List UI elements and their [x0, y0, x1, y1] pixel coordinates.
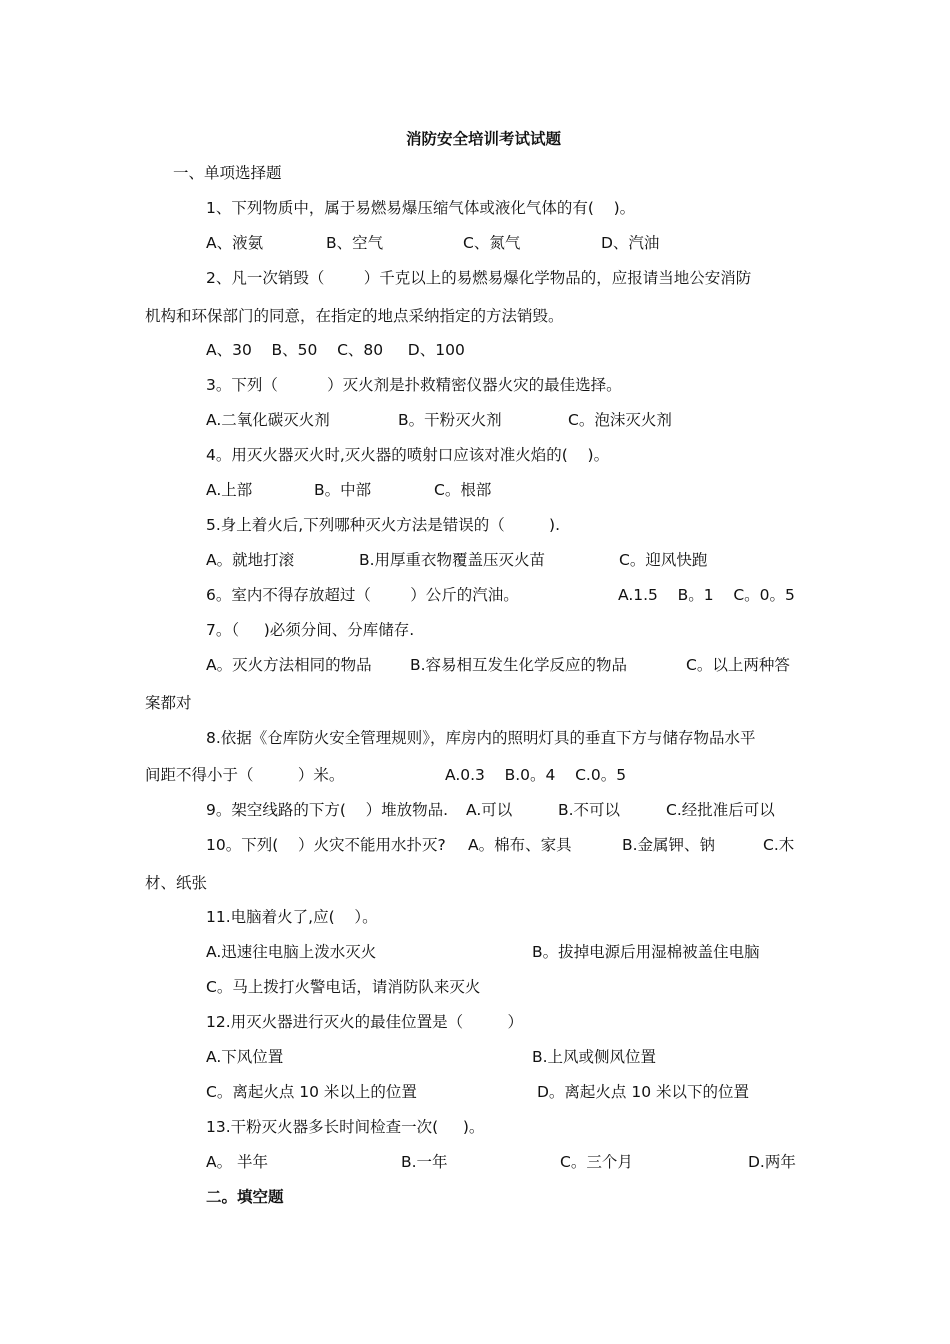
question-4-option-a: A.上部: [206, 481, 253, 499]
question-9-option-a: A.可以: [466, 801, 513, 819]
question-12-option-d: D。离起火点 10 米以下的位置: [537, 1083, 750, 1101]
question-7-option-c-continued: 案都对: [145, 694, 192, 712]
page-title: 消防安全培训考试试题: [406, 130, 562, 148]
question-10-option-b: B.金属钾、钠: [622, 836, 716, 854]
section-heading-choice: 一、单项选择题: [173, 164, 282, 182]
question-8-stem-line2: 间距不得小于（ ）米。: [145, 766, 345, 784]
question-1-option-c: C、氮气: [463, 234, 521, 252]
question-5-stem: 5.身上着火后,下列哪种灭火方法是错误的（ ).: [206, 516, 561, 534]
question-6-options: A.1.5 B。1 C。0。5: [618, 586, 795, 604]
question-3-option-a: A.二氧化碳灭火剂: [206, 411, 330, 429]
question-7-stem: 7。（ )必须分间、分库储存.: [206, 621, 415, 639]
question-11-option-c: C。马上拨打火警电话，请消防队来灭火: [206, 978, 481, 996]
question-12-option-a: A.下风位置: [206, 1048, 284, 1066]
question-11-option-b: B。拔掉电源后用湿棉被盖住电脑: [532, 943, 760, 961]
question-13-option-b: B.一年: [401, 1153, 448, 1171]
question-8-stem-line1: 8.依据《仓库防火安全管理规则》，库房内的照明灯具的垂直下方与储存物品水平: [206, 729, 756, 747]
question-1-option-a: A、液氨: [206, 234, 264, 252]
question-3-stem: 3。下列（ ）灭火剂是扑救精密仪器火灾的最佳选择。: [206, 376, 622, 394]
question-9-option-c: C.经批准后可以: [666, 801, 775, 819]
question-10-stem: 10。下列( ）火灾不能用水扑灭?: [206, 836, 446, 854]
question-12-option-b: B.上风或侧风位置: [532, 1048, 657, 1066]
question-1-option-b: B、空气: [326, 234, 384, 252]
question-12-option-c: C。离起火点 10 米以上的位置: [206, 1083, 417, 1101]
question-11-stem: 11.电脑着火了,应( ）。: [206, 908, 378, 926]
question-9-stem: 9。架空线路的下方( ）堆放物品.: [206, 801, 449, 819]
question-4-option-c: C。根部: [434, 481, 492, 499]
question-1-stem: 1、下列物质中，属于易燃易爆压缩气体或液化气体的有( )。: [206, 199, 636, 217]
question-9-option-b: B.不可以: [558, 801, 621, 819]
question-10-option-a: A。棉布、家具: [468, 836, 572, 854]
question-10-option-c: C.木: [763, 836, 795, 854]
question-7-option-a: A。灭火方法相同的物品: [206, 656, 372, 674]
question-5-option-b: B.用厚重衣物覆盖压灭火苗: [359, 551, 546, 569]
section-heading-fill-in: 二。填空题: [206, 1188, 284, 1206]
question-6-stem: 6。室内不得存放超过（ ）公斤的汽油。: [206, 586, 519, 604]
question-8-options: A.0.3 B.0。4 C.0。5: [445, 766, 627, 784]
question-2-stem-line2: 机构和环保部门的同意，在指定的地点采纳指定的方法销毁。: [145, 307, 564, 325]
question-12-stem: 12.用灭火器进行灭火的最佳位置是（ ）: [206, 1013, 523, 1031]
question-13-option-a: A。 半年: [206, 1153, 269, 1171]
question-13-stem: 13.干粉灭火器多长时间检查一次( )。: [206, 1118, 485, 1136]
question-2-options: A、30 B、50 C、80 D、100: [206, 341, 465, 359]
question-1-option-d: D、汽油: [601, 234, 660, 252]
question-3-option-c: C。泡沫灭火剂: [568, 411, 672, 429]
question-7-option-b: B.容易相互发生化学反应的物品: [410, 656, 628, 674]
question-13-option-c: C。三个月: [560, 1153, 633, 1171]
question-4-stem: 4。用灭火器灭火时,灭火器的喷射口应该对准火焰的( )。: [206, 446, 610, 464]
question-5-option-c: C。迎风快跑: [619, 551, 708, 569]
question-7-option-c: C。以上两种答: [686, 656, 790, 674]
question-13-option-d: D.两年: [748, 1153, 796, 1171]
question-5-option-a: A。就地打滚: [206, 551, 295, 569]
question-4-option-b: B。中部: [314, 481, 372, 499]
question-3-option-b: B。干粉灭火剂: [398, 411, 502, 429]
question-2-stem-line1: 2、凡一次销毁（ ）千克以上的易燃易爆化学物品的，应报请当地公安消防: [206, 269, 752, 287]
question-10-option-c-continued: 材、纸张: [145, 874, 208, 892]
question-11-option-a: A.迅速往电脑上泼水灭火: [206, 943, 377, 961]
